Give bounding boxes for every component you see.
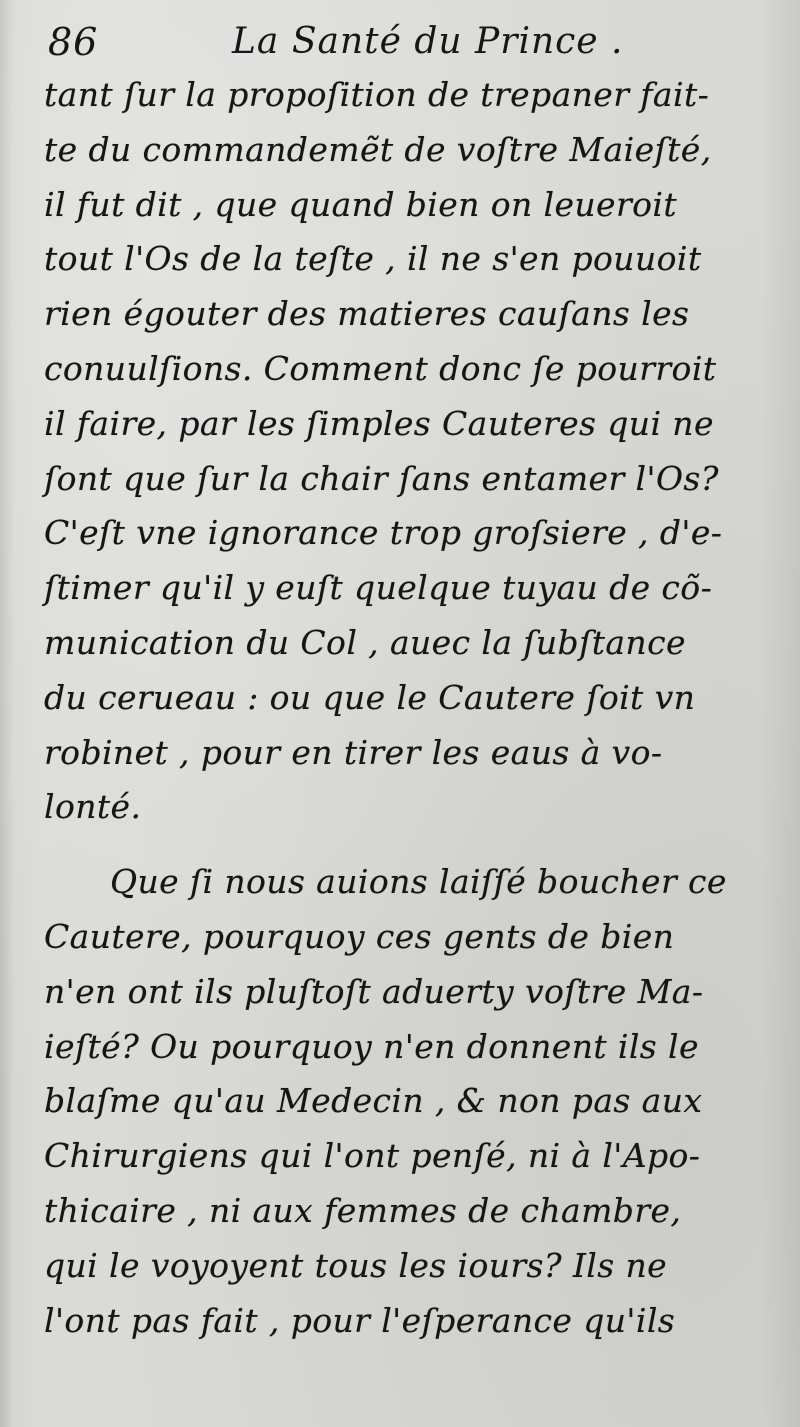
text-line: blaſme qu'au Medecin , & non pas aux	[44, 1081, 703, 1121]
text-line: l'ont pas fait , pour l'eſperance qu'ils	[44, 1300, 676, 1340]
paragraph-1	[44, 68, 784, 835]
text-line: ieſté? Ou pourquoy n'en donnent ils le	[44, 1026, 699, 1066]
text-line: conuulſions. Comment donc ſe pourroit	[44, 348, 717, 388]
text-line: lonté.	[44, 787, 142, 827]
text-line: tout l'Os de la teſte , il ne s'en pouuoit	[44, 239, 702, 279]
paragraph-2	[44, 855, 784, 1348]
text-line: te du commandemẽt de voſtre Maieſté,	[44, 129, 712, 169]
text-line: qui le voyoyent tous les iours? Ils ne	[44, 1245, 668, 1285]
text-line: il fut dit , que quand bien on leueroit	[44, 184, 678, 224]
text-line: il faire, par les ſimples Cauteres qui ne	[44, 403, 714, 443]
text-line: tant ſur la propoſition de trepaner fait-	[44, 75, 710, 114]
text-line: Cautere, pourquoy ces gents de bien	[44, 916, 675, 956]
text-line: du cerueau : ou que le Cautere ſoit vn	[44, 677, 696, 717]
text-line: thicaire , ni aux femmes de chambre,	[44, 1190, 682, 1230]
text-line: munication du Col , auec la ſubſtance	[44, 622, 686, 662]
body-text	[44, 68, 784, 1348]
text-line: ſtimer qu'il y euſt quelque tuyau de cõ-	[44, 568, 713, 608]
text-line: ſont que ſur la chair ſans entamer l'Os?	[44, 458, 719, 498]
text-line: rien égouter des matieres cauſans les	[44, 294, 690, 334]
running-title: La Santé du Prince .	[232, 21, 624, 62]
text-line: Que ſi nous auions laiſſé boucher ce	[110, 862, 727, 902]
text-line: C'eſt vne ignorance trop groſsiere , d'e-	[44, 513, 723, 553]
paragraph-spacer	[44, 835, 784, 855]
text-line: robinet , pour en tirer les eaus à vo-	[44, 732, 663, 772]
page-number: 86	[48, 20, 99, 64]
page-header	[48, 14, 748, 70]
text-line: n'en ont ils pluſtoſt aduerty voſtre Ma-	[44, 971, 704, 1011]
text-line: Chirurgiens qui l'ont penſé, ni à l'Apo-	[44, 1136, 701, 1176]
